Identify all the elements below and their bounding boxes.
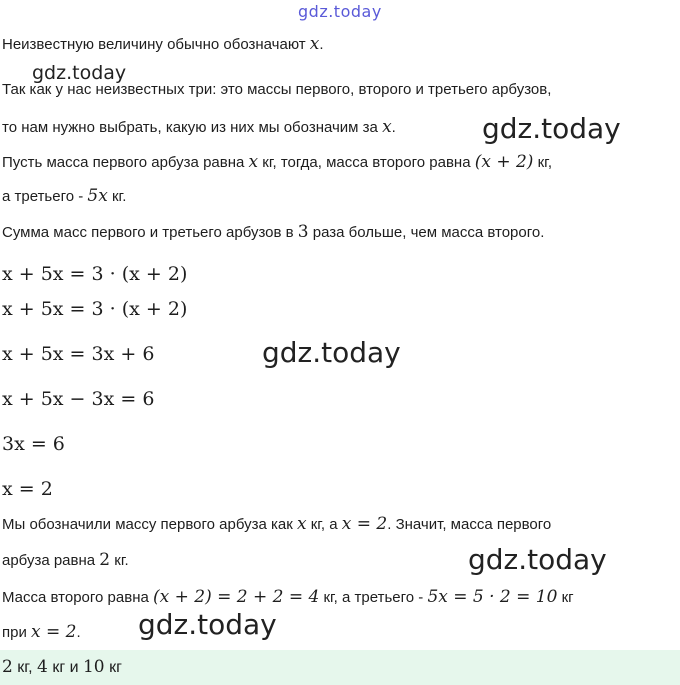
text: кг, [533,154,552,171]
text: кг, тогда, масса второго равна [258,154,475,171]
math-var: x [248,152,259,172]
text: а третьего - [2,188,88,205]
watermark: gdz.today [468,543,607,576]
answer-num: 4 [37,657,48,677]
math-num: 3 [297,222,309,242]
equation-2: x + 5x = 3 · (x + 2) [2,298,188,320]
math-expr: 5x = 5 · 2 = 10 [427,587,558,607]
math-var: x [382,117,392,137]
text: Мы обозначили массу первого арбуза как [2,516,297,533]
text: . Значит, масса первого [387,516,552,533]
watermark: gdz.today [262,336,401,369]
text: кг. [110,552,129,569]
text-line-3 [2,117,396,138]
math-var: x [309,34,320,54]
math-num: 2 [99,550,111,570]
text-line-4 [2,152,552,173]
text-line-1 [2,34,324,55]
text: Пусть масса первого арбуза равна [2,154,249,171]
text: кг [104,659,122,676]
text: кг, [12,659,38,676]
text-line-5 [2,186,126,207]
text: арбуза равна [2,552,100,569]
math-var: x [296,514,307,534]
equation-5: 3x = 6 [2,433,65,455]
text: кг [557,589,574,606]
math-expr: 5x [87,186,108,206]
watermark: gdz.today [482,112,621,145]
text: раза больше, чем масса второго. [308,224,545,241]
text: Неизвестную величину обычно обозначают [2,36,310,53]
text: то нам нужно выбрать, какую из них мы обозначим за [2,119,383,136]
text-line-7 [2,514,551,535]
math-expr: (x + 2) [474,152,534,172]
watermark-top: gdz.today [298,2,382,21]
text: кг. [107,188,127,205]
text: кг, а третьего - [319,589,428,606]
text: кг и [47,659,83,676]
math-expr: x = 2 [341,514,388,534]
text-line-2 [2,80,551,100]
answer-box [0,650,680,685]
text-line-8 [2,550,129,571]
math-expr: (x + 2) = 2 + 2 = 4 [152,587,320,607]
text: Масса второго равна [2,589,153,606]
text: . [391,119,396,136]
answer-num: 10 [82,657,105,677]
watermark: gdz.today [138,608,277,641]
text: при [2,624,32,641]
watermark: gdz.today [32,62,127,84]
text-line-6 [2,222,544,243]
equation-6: x = 2 [2,478,53,500]
text: Сумма масс первого и третьего арбузов в [2,224,298,241]
text: кг, а [306,516,342,533]
text: Так как у нас неизвестных три: это массы первого, второго и третьего арбузов, [2,81,552,98]
text-line-9 [2,587,574,608]
equation-4: x + 5x − 3x = 6 [2,388,155,410]
answer-text [2,657,122,677]
text-line-10 [2,622,81,643]
answer-num: 2 [2,657,13,677]
math-expr: x = 2 [31,622,77,642]
text: . [76,624,81,641]
text: . [319,36,324,53]
equation-1: x + 5x = 3 · (x + 2) [2,263,188,285]
equation-3: x + 5x = 3x + 6 [2,343,155,365]
